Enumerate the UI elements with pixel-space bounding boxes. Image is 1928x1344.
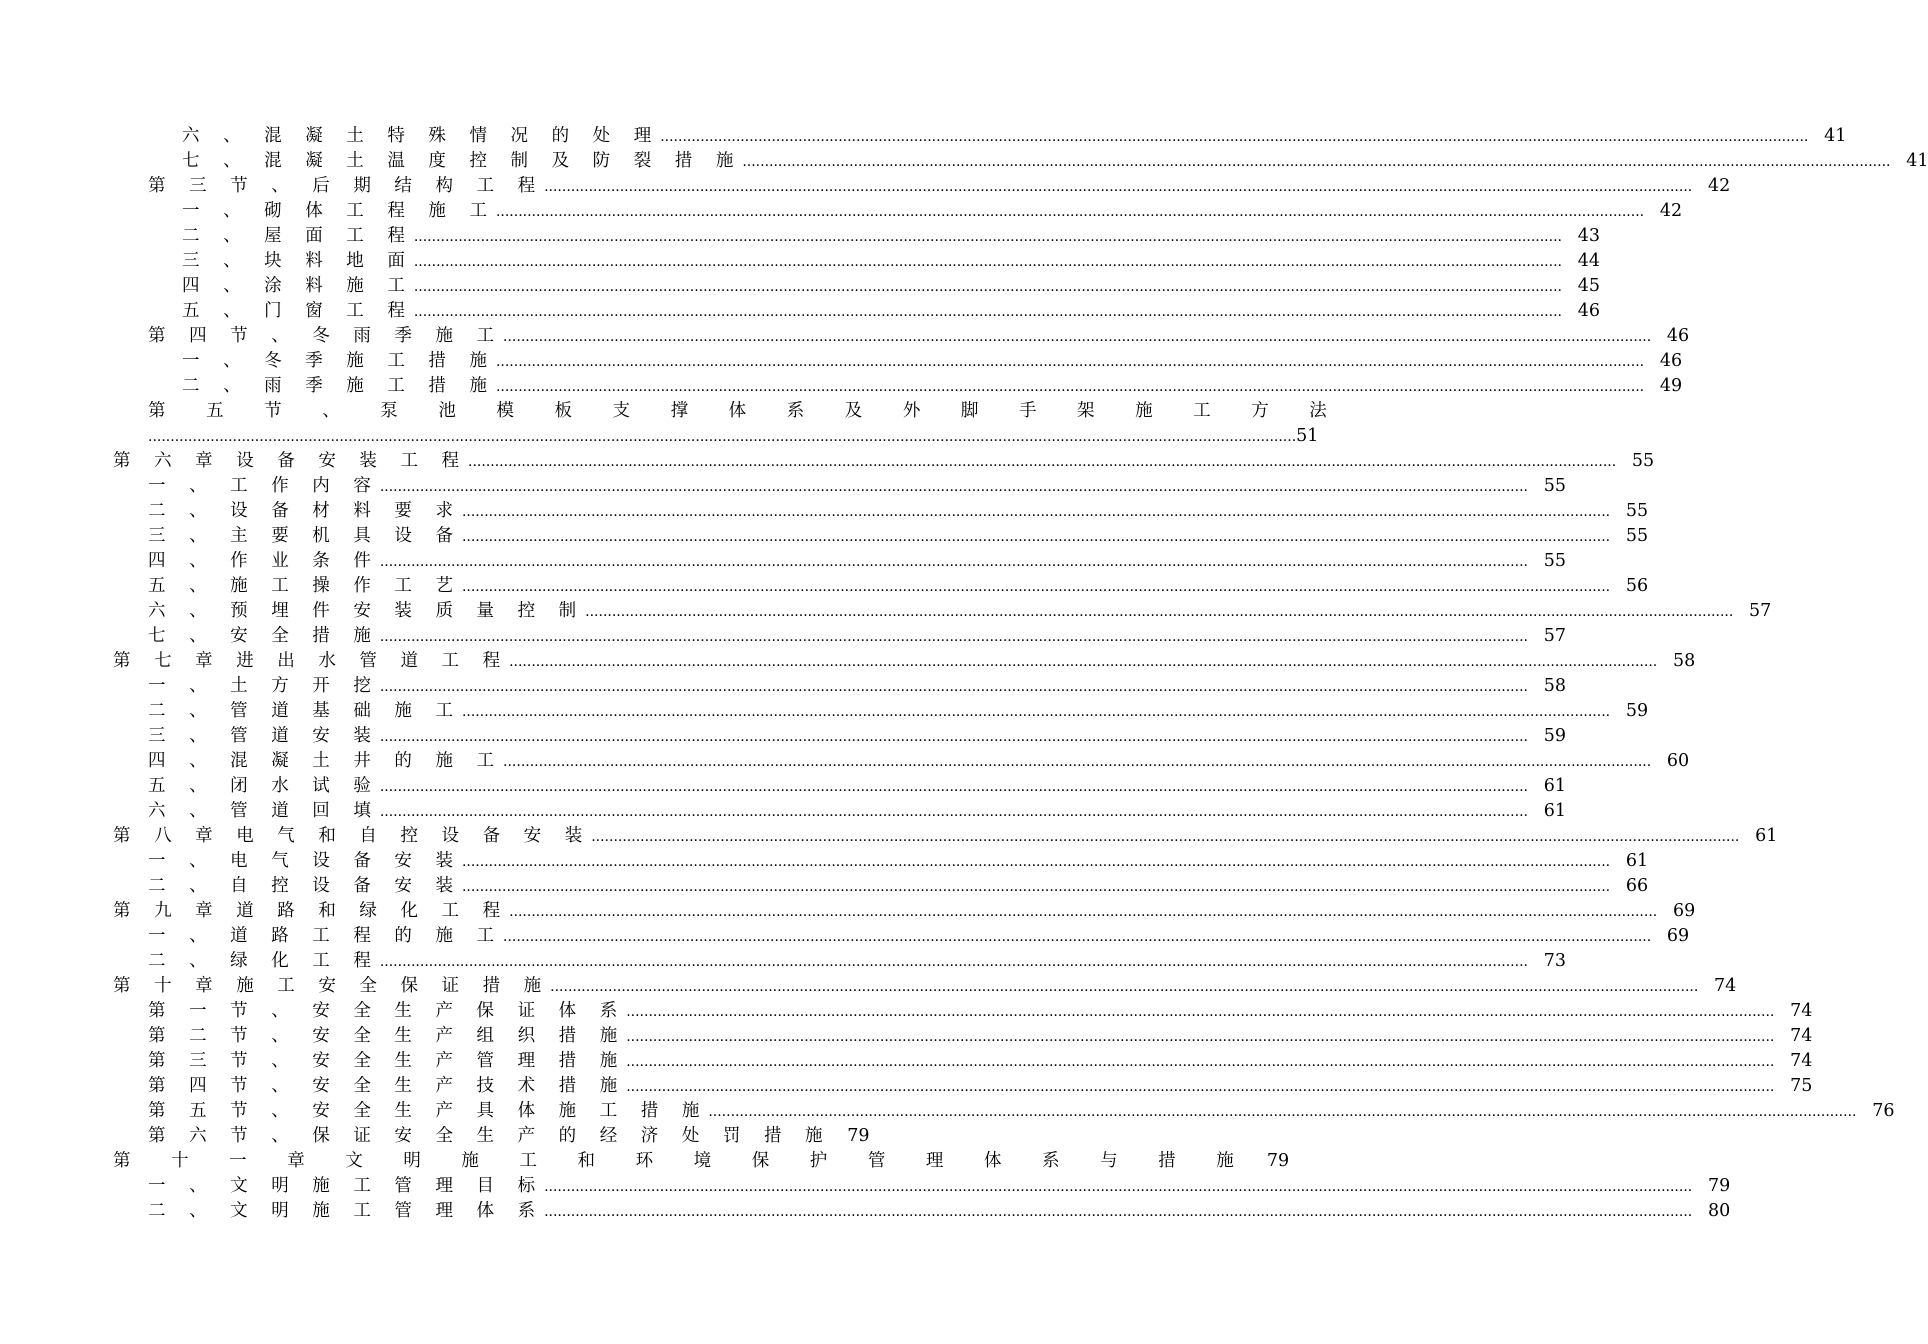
toc-entry-page: 44	[1577, 251, 1600, 271]
toc-entry[interactable]	[182, 124, 1847, 148]
toc-entry-page: 55	[1631, 451, 1655, 471]
toc-entry-title: 三 、 主 要 机 具 设 备	[148, 526, 462, 546]
dot-leader	[496, 374, 1644, 398]
toc-entry[interactable]	[148, 799, 1566, 823]
toc-entry-title: 七 、 混 凝 土 温 度 控 制 及 防 裂 措 施	[182, 151, 743, 171]
toc-entry-page: 73	[1543, 951, 1566, 971]
dot-leader	[626, 999, 1774, 1023]
toc-entry-page: 57	[1543, 626, 1566, 646]
toc-entry-page: 46	[1577, 301, 1600, 321]
toc-entry-title: 第 九 章 道 路 和 绿 化 工 程	[113, 901, 510, 921]
toc-entry-title: 四 、 混 凝 土 井 的 施 工	[148, 751, 504, 771]
toc-entry-page: 80	[1707, 1201, 1731, 1221]
toc-entry-page: 60	[1666, 751, 1690, 771]
toc-entry-title: 一 、 土 方 开 挖	[148, 676, 380, 696]
toc-entry-title: 四 、 作 业 条 件	[148, 551, 380, 571]
dot-leader	[468, 449, 1616, 473]
toc-entry-title: 二 、 雨 季 施 工 措 施	[182, 376, 496, 396]
dot-leader	[544, 174, 1692, 198]
toc-entry[interactable]	[148, 574, 1649, 598]
toc-entry-title: 六 、 管 道 回 填	[148, 801, 380, 821]
toc-entry-title: 第 三 节 、 安 全 生 产 管 理 措 施	[148, 1051, 627, 1071]
toc-entry[interactable]	[182, 374, 1683, 398]
toc-entry-page: 61	[1755, 826, 1778, 846]
toc-entry[interactable]	[148, 874, 1649, 898]
toc-entry[interactable]	[148, 549, 1566, 573]
dot-leader	[414, 249, 1562, 273]
toc-entry-page: 59	[1625, 701, 1649, 721]
toc-entry[interactable]	[148, 924, 1690, 948]
toc-entry-title: 六 、 混 凝 土 特 殊 情 况 的 处 理	[182, 126, 661, 146]
toc-entry-title: 第 七 章 进 出 水 管 道 工 程	[113, 651, 510, 671]
toc-entry[interactable]	[182, 349, 1683, 373]
toc-entry[interactable]	[148, 624, 1566, 648]
toc-entry[interactable]	[148, 1024, 1813, 1048]
toc-entry[interactable]	[148, 674, 1566, 698]
toc-entry[interactable]	[148, 1099, 1895, 1123]
toc-entry-title: 五 、 施 工 操 作 工 艺	[148, 576, 462, 596]
toc-entry[interactable]	[148, 849, 1649, 873]
dot-leader	[496, 349, 1644, 373]
dot-leader	[544, 1174, 1692, 1198]
toc-entry-title: 第 四 节 、 安 全 生 产 技 术 措 施	[148, 1076, 627, 1096]
toc-entry-page: 59	[1543, 726, 1566, 746]
toc-chapter[interactable]	[113, 899, 1696, 923]
toc-entry-title: 二 、 管 道 基 础 施 工	[148, 701, 462, 721]
dot-leader	[380, 674, 1528, 698]
toc-chapter[interactable]	[113, 1149, 1290, 1173]
toc-entry-page: 61	[1625, 851, 1649, 871]
toc-chapter[interactable]	[113, 649, 1696, 673]
toc-entry-page: 79	[847, 1126, 870, 1146]
dot-leader	[626, 1074, 1774, 1098]
toc-entry-page: 61	[1543, 801, 1566, 821]
dot-leader	[550, 974, 1698, 998]
dot-leader	[496, 199, 1644, 223]
toc-entry-page: 41	[1824, 126, 1847, 146]
toc-entry-title: 一 、 冬 季 施 工 措 施	[182, 351, 496, 371]
toc-entry-page: 75	[1790, 1076, 1813, 1096]
toc-entry-page: 51	[1296, 426, 1319, 446]
dot-leader	[503, 924, 1651, 948]
dot-leader	[503, 324, 1651, 348]
dot-leader	[380, 474, 1528, 498]
dot-leader	[509, 899, 1657, 923]
toc-entry[interactable]	[182, 274, 1600, 298]
toc-entry-page: 58	[1672, 651, 1696, 671]
toc-entry[interactable]	[148, 699, 1649, 723]
toc-entry[interactable]	[148, 499, 1649, 523]
toc-chapter[interactable]	[113, 449, 1655, 473]
toc-entry-title: 二 、 文 明 施 工 管 理 体 系	[148, 1201, 545, 1221]
toc-entry[interactable]	[148, 174, 1731, 198]
toc-entry[interactable]	[148, 749, 1690, 773]
toc-entry-page: 55	[1625, 526, 1649, 546]
toc-entry-page: 66	[1625, 876, 1649, 896]
dot-leader	[380, 799, 1528, 823]
toc-entry-title: 一 、 文 明 施 工 管 理 目 标	[148, 1176, 545, 1196]
dot-leader	[462, 524, 1610, 548]
toc-entry[interactable]	[148, 1199, 1731, 1223]
toc-entry-title: 七 、 安 全 措 施	[148, 626, 380, 646]
toc-entry-title: 第 十 章 施 工 安 全 保 证 措 施	[113, 976, 551, 996]
toc-entry-page: 61	[1543, 776, 1566, 796]
dot-leader	[380, 724, 1528, 748]
toc-entry-title: 第 六 章 设 备 安 装 工 程	[113, 451, 469, 471]
toc-entry-page: 74	[1790, 1026, 1813, 1046]
toc-entry-page: 55	[1543, 551, 1566, 571]
toc-entry-page: 46	[1666, 326, 1690, 346]
toc-entry-title: 一 、 砌 体 工 程 施 工	[182, 201, 496, 221]
dot-leader	[660, 124, 1808, 148]
toc-entry-page: 41	[1906, 151, 1928, 171]
toc-entry-page: 79	[1707, 1176, 1731, 1196]
toc-entry-title: 一 、 电 气 设 备 安 装	[148, 851, 462, 871]
toc-entry-title: 第 五 节 、 安 全 生 产 具 体 施 工 措 施	[148, 1101, 709, 1121]
toc-entry-page: 58	[1543, 676, 1566, 696]
toc-entry-title: 二 、 屋 面 工 程	[182, 226, 414, 246]
dot-leader	[626, 1024, 1774, 1048]
dot-leader	[708, 1099, 1856, 1123]
toc-entry[interactable]	[148, 1124, 870, 1148]
dot-leader	[414, 299, 1562, 323]
toc-entry[interactable]	[182, 149, 1928, 173]
toc-entry[interactable]	[182, 249, 1600, 273]
toc-entry-title: 第 三 节 、 后 期 结 构 工 程	[148, 176, 545, 196]
toc-entry-page: 76	[1872, 1101, 1895, 1121]
dot-leader	[414, 224, 1562, 248]
toc-entry[interactable]	[148, 1074, 1813, 1098]
toc-entry-page: 74	[1790, 1051, 1813, 1071]
toc-entry-page: 57	[1749, 601, 1772, 621]
toc-entry-title: 四 、 涂 料 施 工	[182, 276, 414, 296]
toc-entry-page: 45	[1577, 276, 1600, 296]
toc-chapter[interactable]	[113, 824, 1778, 848]
toc-entry-title: 三 、 管 道 安 装	[148, 726, 380, 746]
toc-entry[interactable]	[148, 949, 1566, 973]
dot-leader	[414, 274, 1562, 298]
toc-entry[interactable]	[148, 999, 1813, 1023]
toc-entry[interactable]	[182, 299, 1600, 323]
toc-entry-page: 42	[1659, 201, 1683, 221]
toc-entry[interactable]	[148, 774, 1566, 798]
toc-entry-page: 69	[1672, 901, 1696, 921]
toc-entry-title: 第 十 一 章 文 明 施 工 和 环 境 保 护 管 理 体 系 与 措 施	[113, 1151, 1252, 1171]
toc-entry-title: 一 、 工 作 内 容	[148, 476, 380, 496]
toc-entry-title: 第 一 节 、 安 全 生 产 保 证 体 系	[148, 1001, 627, 1021]
dot-leader	[462, 574, 1610, 598]
toc-entry-page: 74	[1790, 1001, 1813, 1021]
toc-entry-title: 五 、 闭 水 试 验	[148, 776, 380, 796]
toc-entry[interactable]	[182, 199, 1683, 223]
toc-entry-page: 69	[1666, 926, 1690, 946]
toc-entry-page: 49	[1659, 376, 1683, 396]
dot-leader	[380, 949, 1528, 973]
dot-leader	[380, 624, 1528, 648]
toc-entry-title: 第 五 节 、 泵 池 模 板 支 撑 体 系 及 外 脚 手 架 施 工 方 法	[148, 401, 1345, 421]
toc-entry-page: 56	[1625, 576, 1649, 596]
dot-leader	[742, 149, 1890, 173]
toc-entry-title: 三 、 块 料 地 面	[182, 251, 414, 271]
toc-entry[interactable]	[148, 474, 1566, 498]
dot-leader	[380, 549, 1528, 573]
dot-leader	[462, 499, 1610, 523]
toc-entry[interactable]	[148, 524, 1649, 548]
toc-entry[interactable]	[148, 1049, 1813, 1073]
toc-entry-title: 六 、 预 埋 件 安 装 质 量 控 制	[148, 601, 586, 621]
dot-leader	[462, 874, 1610, 898]
toc-entry-page: 55	[1625, 501, 1649, 521]
dot-leader	[591, 824, 1739, 848]
toc-entry-continuation[interactable]	[148, 424, 1319, 448]
toc-entry[interactable]	[148, 1174, 1731, 1198]
dot-leader	[509, 649, 1657, 673]
toc-chapter[interactable]	[113, 974, 1737, 998]
toc-entry-title: 第 二 节 、 安 全 生 产 组 织 措 施	[148, 1026, 627, 1046]
dot-leader	[585, 599, 1733, 623]
toc-entry[interactable]	[148, 324, 1690, 348]
dot-leader	[462, 849, 1610, 873]
dot-leader	[148, 424, 1296, 448]
toc-entry-page: 55	[1543, 476, 1566, 496]
toc-entry-title: 五 、 门 窗 工 程	[182, 301, 414, 321]
toc-entry-title: 第 六 节 、 保 证 安 全 生 产 的 经 济 处 罚 措 施	[148, 1126, 832, 1146]
toc-entry-page: 74	[1714, 976, 1737, 996]
dot-leader	[380, 774, 1528, 798]
toc-entry-title: 二 、 绿 化 工 程	[148, 951, 380, 971]
toc-entry-title: 第 四 节 、 冬 雨 季 施 工	[148, 326, 504, 346]
toc-entry-page: 79	[1266, 1151, 1290, 1171]
toc-entry-title: 第 八 章 电 气 和 自 控 设 备 安 装	[113, 826, 592, 846]
dot-leader	[544, 1199, 1692, 1223]
toc-entry-page: 43	[1577, 226, 1600, 246]
toc-entry-title: 二 、 自 控 设 备 安 装	[148, 876, 462, 896]
toc-entry-page: 42	[1707, 176, 1731, 196]
toc-entry[interactable]	[182, 224, 1600, 248]
toc-entry-title: 二 、 设 备 材 料 要 求	[148, 501, 462, 521]
dot-leader	[626, 1049, 1774, 1073]
toc-entry-page: 46	[1659, 351, 1683, 371]
dot-leader	[503, 749, 1651, 773]
toc-entry[interactable]	[148, 599, 1772, 623]
toc-entry-wrapped[interactable]	[148, 399, 1345, 423]
toc-entry[interactable]	[148, 724, 1566, 748]
dot-leader	[462, 699, 1610, 723]
toc-entry-title: 一 、 道 路 工 程 的 施 工	[148, 926, 504, 946]
